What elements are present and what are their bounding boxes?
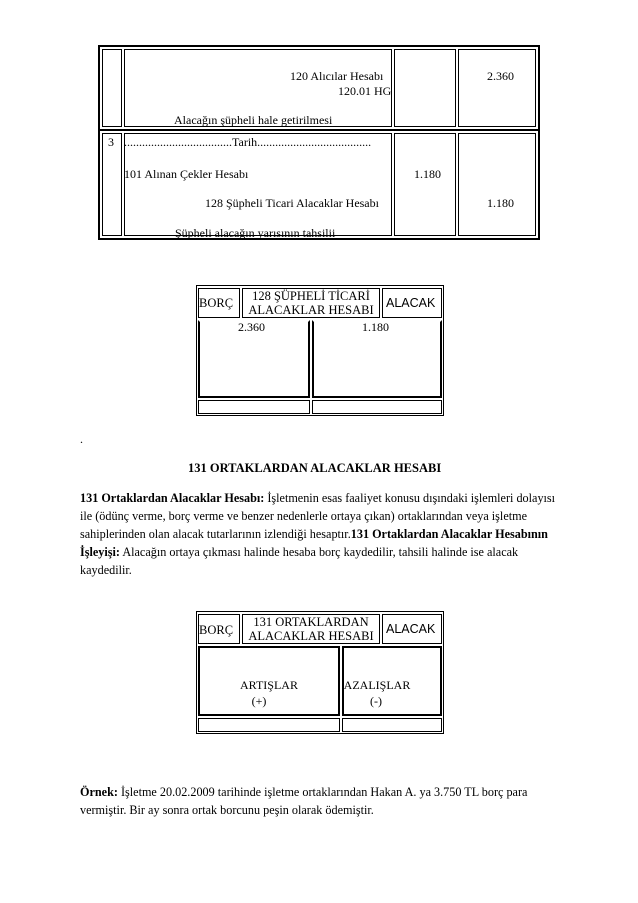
borc-label: BORÇ: [199, 623, 234, 637]
sub-account: 120.01 HG: [338, 84, 392, 98]
example-text: İşletme 20.02.2009 tarihinde işletme ortaklarından Hakan A. ya 3.750 TL borç para vermiştir. Bir ay sonra ortak borcunu peşin olarak ödemiştir.: [80, 785, 528, 817]
debit-amount: 1.180: [414, 167, 441, 181]
borc-label: BORÇ: [199, 296, 234, 310]
date-line: ....................................Tarih......................................: [124, 135, 372, 149]
example-label: Örnek:: [80, 785, 118, 799]
alacak-label: ALACAK: [386, 296, 436, 310]
table-cell: [458, 133, 536, 236]
alacak-label: ALACAK: [386, 622, 436, 636]
dot: .: [80, 432, 83, 446]
table-border: [98, 45, 100, 240]
paragraph-text: İşletmenin esas faaliyet konusu dışındaki işlemleri dolayısı ile (ödünç verme, borç verme ve benzer nedenlerle ortaya çıkan) ortaklarından veya işletme sahiplerinden olan alacak tutarlarının izlendiği hesaptır.: [80, 491, 556, 541]
debit-total: [198, 400, 310, 414]
account-title: ALACAKLAR HESABI: [248, 303, 374, 317]
debit-side: [198, 320, 310, 398]
account-title: 128 ŞÜPHELİ TİCARİ: [252, 289, 370, 303]
example-paragraph: [80, 783, 560, 819]
debit-account: 120 Alıcılar Hesabı: [290, 69, 384, 83]
table-border: [538, 45, 540, 240]
explanation: Şüpheli alacağın yarısının tahsilii: [175, 226, 336, 240]
credit-value: 1.180: [362, 320, 389, 334]
section-heading: 131 ORTAKLARDAN ALACAKLAR HESABI: [188, 461, 442, 475]
credit-side: [312, 320, 442, 398]
account-title: 131 ORTAKLARDAN: [253, 615, 369, 629]
debit-total: [198, 718, 340, 732]
account-title: ALACAKLAR HESABI: [248, 629, 374, 643]
table-cell: [394, 49, 456, 127]
credit-total: [312, 400, 442, 414]
decreases-label: AZALIŞLAR: [343, 678, 411, 692]
bold-term: 131 Ortaklardan Alacaklar Hesabının İşleyişi:: [80, 527, 548, 559]
table-cell: [458, 49, 536, 127]
minus-sign: (-): [370, 694, 382, 708]
paragraph-text: Alacağın ortaya çıkması halinde hesaba borç kaydedilir, tahsili halinde ise alacak kaydedilir.: [80, 545, 519, 577]
table-border: [98, 45, 540, 47]
table-cell: [394, 133, 456, 236]
plus-sign: (+): [251, 694, 267, 708]
increases-label: ARTIŞLAR: [240, 678, 298, 692]
credit-account: 128 Şüpheli Ticari Alacaklar Hesabı: [205, 196, 379, 210]
row-divider: [98, 129, 540, 131]
amount: 2.360: [487, 69, 514, 83]
entry-number: 3: [108, 135, 114, 149]
section-paragraph: [80, 489, 560, 579]
explanation: Alacağın şüpheli hale getirilmesi: [174, 113, 333, 127]
bold-term: 131 Ortaklardan Alacaklar Hesabı:: [80, 491, 265, 505]
debit-value: 2.360: [238, 320, 265, 334]
table-cell: [102, 49, 122, 127]
credit-amount: 1.180: [487, 196, 514, 210]
debit-account: 101 Alınan Çekler Hesabı: [124, 167, 249, 181]
credit-total: [342, 718, 442, 732]
